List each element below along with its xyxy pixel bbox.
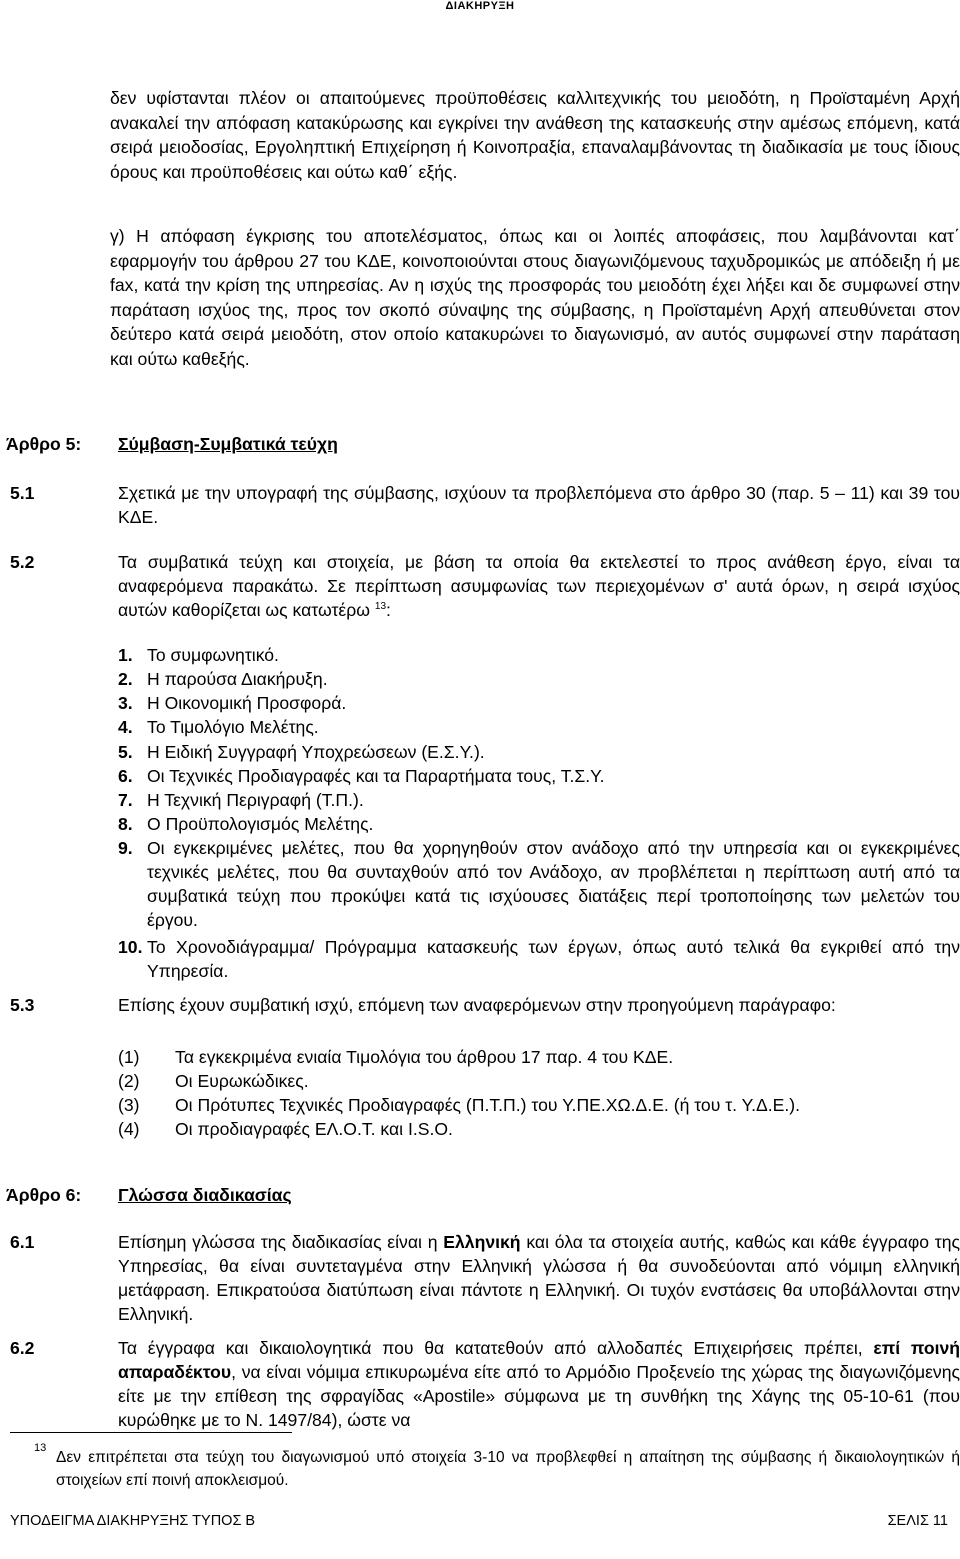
list-item: Η Τεχνική Περιγραφή (Τ.Π.). bbox=[147, 790, 364, 810]
list-item: Ο Προϋπολογισμός Μελέτης. bbox=[147, 814, 374, 834]
section-5-3-number: 5.3 bbox=[10, 995, 35, 1015]
sublist-item: Οι Πρότυπες Τεχνικές Προδιαγραφές (Π.Τ.Π.) του Υ.ΠΕ.ΧΩ.Δ.Ε. (ή του τ. Υ.Δ.Ε.). bbox=[175, 1095, 801, 1115]
sublist-item-number: (2) bbox=[118, 1071, 140, 1091]
footnote-text: Δεν επιτρέπεται στα τεύχη του διαγωνισμού υπό στοιχεία 3-10 να προβλεφθεί η απαίτηση της σύμβασης ή δικαιολογητικών ή στοιχείων επί ποινή αποκλεισμού. bbox=[56, 1449, 960, 1489]
article6-label: Άρθρο 6: bbox=[6, 1185, 82, 1205]
list-item-number: 5. bbox=[118, 742, 133, 762]
sublist-item-number: (4) bbox=[118, 1119, 140, 1139]
footer-left: ΥΠΟΔΕΙΓΜΑ ΔΙΑΚΗΡΥΞΗΣ ΤΥΠΟΣ Β bbox=[10, 1513, 256, 1529]
section-6-2-text: Τα έγγραφα και δικαιολογητικά που θα κατατεθούν από αλλοδαπές Επιχειρήσεις πρέπει, επί ποινή απαραδέκτου, να είναι νόμιμα επικυρωμένα είτε από το Αρμόδιο Προξενείο της χώρας της διαγωνιζόμενης είτε με την επίθεση της σφραγίδας «Apostile» σύμφωνα με τη συνθήκη της Χάγης της 05-10-61 (που κυρώθηκε με το Ν. 1497/84), ώστε να bbox=[118, 1338, 960, 1430]
section-6-1-text: Επίσημη γλώσσα της διαδικασίας είναι η Ελληνική και όλα τα στοιχεία αυτής, καθώς και κάθε έγγραφο της Υπηρεσίας, θα είναι συντεταγμένα στην Ελληνική γλώσσα ή θα συνοδεύονται από νόμιμη ελληνική μετάφραση. Επικρατούσα διατύπωση είναι πάντοτε η Ελληνική. Οι τυχόν ενστάσεις θα υποβάλλονται στην Ελληνική. bbox=[118, 1232, 960, 1324]
intro-paragraph: δεν υφίστανται πλέον οι απαιτούμενες προϋποθέσεις καλλιτεχνικής του μειοδότη, η Προϊσταμένη Αρχή ανακαλεί την απόφαση κατακύρωσης και εγκρίνει την ανάθεση της κατασκευής στην αμέσως επόμενη, κατά σειρά μειοδοσίας, Εργοληπτική Επιχείρηση ή Κοινοπραξία, επαναλαμβάνοντας τη διαδικασία με τους ίδιους όρους και προϋποθέσεις και ούτω καθ΄ εξής. bbox=[110, 88, 960, 182]
section-5-3-text: Επίσης έχουν συμβατική ισχύ, επόμενη των αναφερόμενων στην προηγούμενη παράγραφο: bbox=[118, 995, 836, 1015]
footnote-divider bbox=[10, 1432, 292, 1433]
list-item: Το Τιμολόγιο Μελέτης. bbox=[147, 717, 319, 737]
sublist-item: Τα εγκεκριμένα ενιαία Τιμολόγια του άρθρου 17 παρ. 4 του ΚΔΕ. bbox=[175, 1047, 674, 1067]
list-item-number: 1. bbox=[118, 645, 133, 665]
article5-label: Άρθρο 5: bbox=[6, 434, 82, 454]
sublist-item: Οι προδιαγραφές ΕΛ.Ο.Τ. και I.S.O. bbox=[175, 1119, 453, 1139]
sublist-item: Οι Ευρωκώδικες. bbox=[175, 1071, 309, 1091]
sublist-item-number: (3) bbox=[118, 1095, 140, 1115]
list-item-number: 10. bbox=[118, 937, 143, 957]
list-item-number: 9. bbox=[118, 838, 133, 858]
list-item-number: 6. bbox=[118, 766, 133, 786]
section-6-1-number: 6.1 bbox=[10, 1232, 35, 1252]
list-item-number: 8. bbox=[118, 814, 133, 834]
list-item-number: 3. bbox=[118, 693, 133, 713]
list-item-number: 4. bbox=[118, 717, 133, 737]
section-5-2-number: 5.2 bbox=[10, 552, 35, 572]
footer-page-number: ΣΕΛΙΣ 11 bbox=[887, 1513, 948, 1529]
section-5-1-text: Σχετικά με την υπογραφή της σύμβασης, ισχύουν τα προβλεπόμενα στο άρθρο 30 (παρ. 5 – 11) και 39 του ΚΔΕ. bbox=[118, 483, 960, 527]
section-5-2-text: Τα συμβατικά τεύχη και στοιχεία, με βάση τα οποία θα εκτελεστεί το προς ανάθεση έργο, είναι τα αναφερόμενα παρακάτω. Σε περίπτωση ασυμφωνίας των περιεχομένων σ' αυτά όρων, η σειρά ισχύος αυτών καθορίζεται ως κατωτέρω $^{13}$: bbox=[118, 552, 960, 620]
paragraph-c: γ) Η απόφαση έγκρισης του αποτελέσματος, όπως και οι λοιπές αποφάσεις, που λαμβάνονται κατ΄ εφαρμογήν του άρθρου 27 του ΚΔΕ, κοινοποιούνται στους διαγωνιζόμενους ταχυδρομικώς με απόδειξη ή με fax, κατά την κρίση της υπηρεσίας. Αν η ισχύς της προσφοράς του μειοδότη έχει λήξει και δε συμφωνεί στην παράταση ισχύος της, προς τον σκοπό σύναψης της σύμβασης, η Προϊσταμένη Αρχή απευθύνεται στον δεύτερο κατά σειρά μειοδότη, στον οποίο κατακυρώνει το διαγωνισμό, αν αυτός συμφωνεί στην παράταση και ούτω καθεξής. bbox=[110, 226, 960, 369]
list-item-number: 2. bbox=[118, 669, 133, 689]
sublist-item-number: (1) bbox=[118, 1047, 140, 1067]
article5-title: Σύμβαση-Συμβατικά τεύχη bbox=[118, 434, 338, 454]
article6-title: Γλώσσα διαδικασίας bbox=[118, 1185, 292, 1205]
document-header: ΔΙΑΚΗΡΥΞΗ bbox=[445, 0, 515, 12]
list-item: Το συμφωνητικό. bbox=[147, 645, 279, 665]
list-item: Η παρούσα Διακήρυξη. bbox=[147, 669, 328, 689]
list-item: Η Οικονομική Προσφορά. bbox=[147, 693, 347, 713]
list-item-number: 7. bbox=[118, 790, 133, 810]
list-item: Το Χρονοδιάγραμμα/ Πρόγραμμα κατασκευής των έργων, όπως αυτό τελικά θα εγκριθεί από την Υπηρεσία. bbox=[147, 937, 960, 981]
footnote-ref[interactable]: 13 bbox=[374, 601, 387, 613]
section-5-1-number: 5.1 bbox=[10, 483, 35, 503]
footnote-number: 13 bbox=[34, 1442, 47, 1454]
list-item: Οι Τεχνικές Προδιαγραφές και τα Παραρτήματα τους, Τ.Σ.Υ. bbox=[147, 766, 605, 786]
section-6-2-number: 6.2 bbox=[10, 1338, 35, 1358]
list-item: Η Ειδική Συγγραφή Υποχρεώσεων (Ε.Σ.Υ.). bbox=[147, 742, 485, 762]
list-item: Οι εγκεκριμένες μελέτες, που θα χορηγηθούν στον ανάδοχο από την υπηρεσία και οι εγκεκριμένες τεχνικές μελέτες, που θα συνταχθούν από τον Ανάδοχο, αν προβλέπεται η περίπτωση αυτή από τα συμβατικά τεύχη που προκύψει κατά τις ισχύουσες διατάξεις περί τροποποίησης των μελετών του έργου. bbox=[147, 838, 960, 930]
